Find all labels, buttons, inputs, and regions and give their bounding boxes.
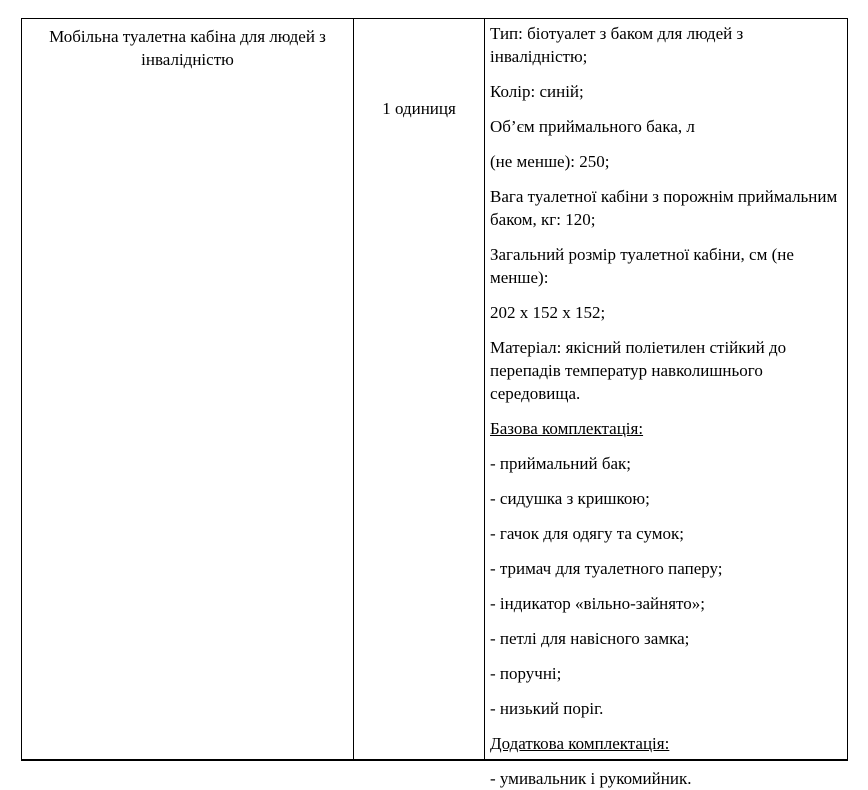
- spec-paragraph: - поручні;: [490, 664, 562, 683]
- spec-paragraph: 202 х 152 х 152;: [490, 303, 606, 322]
- item-name: Мобільна туалетна кабіна для людей з інвалідністю: [49, 27, 326, 69]
- spec-paragraph: Тип: біотуалет з баком для людей з інвалідністю;: [490, 24, 744, 66]
- spec-paragraph: - індикатор «вільно-зайнято»;: [490, 594, 705, 613]
- spec-paragraph: - сидушка з кришкою;: [490, 489, 650, 508]
- spec-paragraph: - низький поріг.: [490, 699, 604, 718]
- spec-paragraph: - тримач для туалетного паперу;: [490, 559, 723, 578]
- quantity-cell: [354, 19, 485, 759]
- spec-paragraph: - умивальник і рукомийник.: [490, 769, 692, 788]
- spec-paragraph: - гачок для одягу та сумок;: [490, 524, 684, 543]
- spec-paragraph: Вага туалетної кабіни з порожнім приймальним баком, кг: 120;: [490, 187, 838, 229]
- product-spec-table: [21, 18, 848, 788]
- spec-paragraph: Колір: синій;: [490, 82, 584, 101]
- spec-paragraph: (не менше): 250;: [490, 152, 610, 171]
- spec-paragraph: - приймальний бак;: [490, 454, 631, 473]
- spec-paragraph: Матеріал: якісний поліетилен стійкий до перепадів температур навколишнього середовища.: [490, 338, 787, 403]
- spec-paragraph: Додаткова комплектація:: [490, 734, 670, 753]
- specs-list: [490, 22, 839, 790]
- specs-cell: [485, 19, 847, 788]
- quantity-value: 1 одиниця: [382, 99, 456, 118]
- item-name-cell: [22, 19, 354, 759]
- spec-paragraph: - петлі для навісного замка;: [490, 629, 690, 648]
- spec-paragraph: Об’єм приймального бака, л: [490, 117, 695, 136]
- spec-paragraph: Базова комплектація:: [490, 419, 644, 438]
- spec-paragraph: Загальний розмір туалетної кабіни, см (не менше):: [490, 245, 794, 287]
